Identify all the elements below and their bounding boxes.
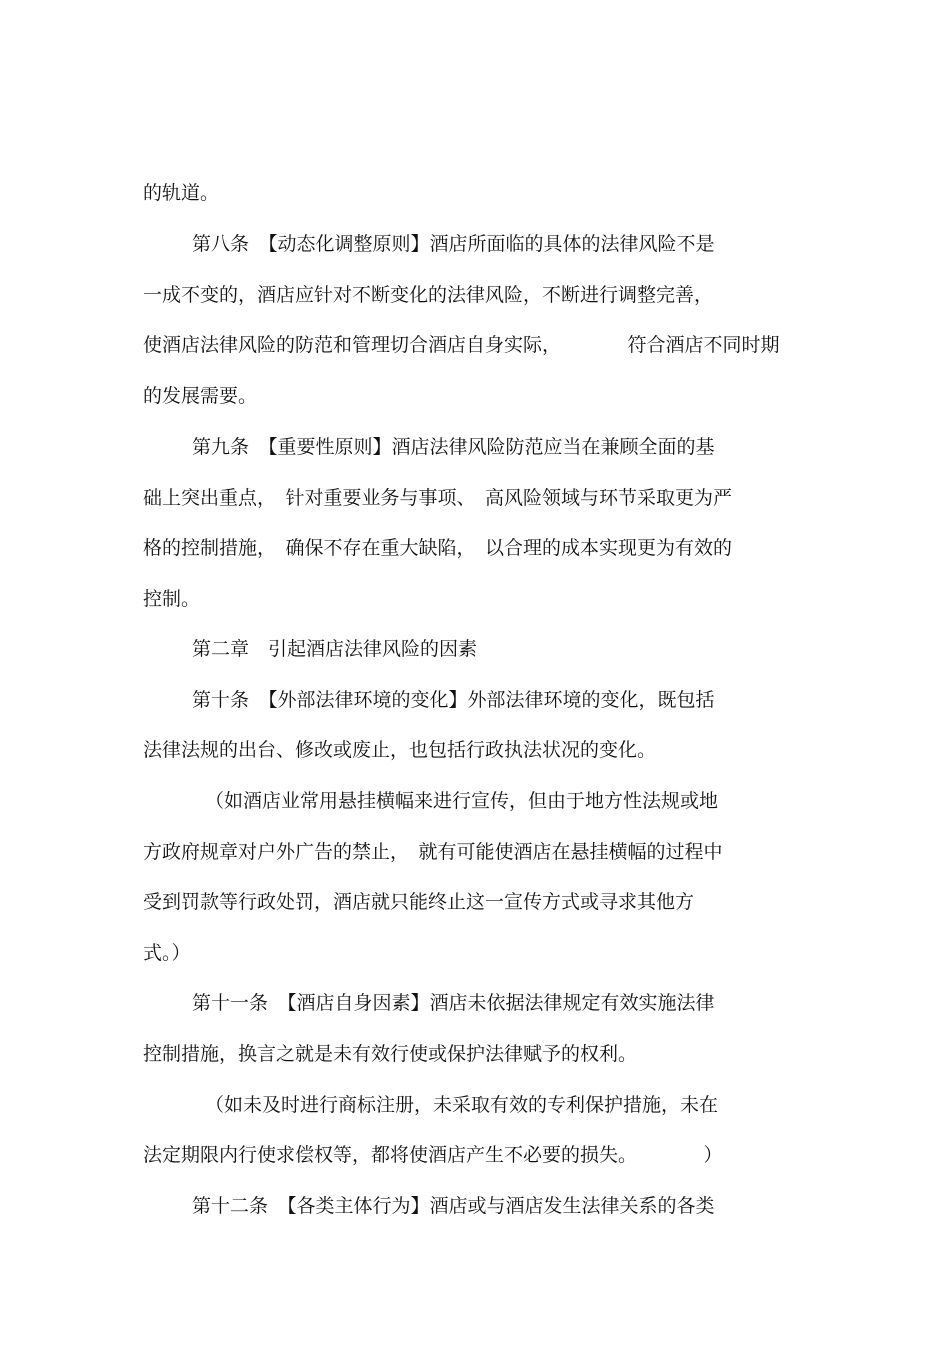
text-line: 一成不变的，酒店应针对不断变化的法律风险，不断进行调整完善， [143,284,714,306]
text-line: 的发展需要。 [143,385,258,407]
text-line: 础上突出重点， 针对重要业务与事项、 高风险领域与环节采取更为严 [143,487,733,509]
article-8-heading: 第八条 【动态化调整原则】酒店所面临的具体的法律风险不是 [192,233,715,255]
text-line: 的轨道。 [143,182,220,204]
text-line: 格的控制措施， 确保不存在重大缺陷， 以合理的成本实现更为有效的 [143,537,733,559]
text-line: 受到罚款等行政处罚，酒店就只能终止这一宣传方式或寻求其他方 [143,891,695,913]
text-line: 控制措施，换言之就是未有效行使或保护法律赋予的权利。 [143,1043,638,1065]
example-note: （如酒店业常用悬挂横幅来进行宣传，但由于地方性法规或地 [205,790,719,812]
text-line: 方政府规章对户外广告的禁止， 就有可能使酒店在悬挂横幅的过程中 [143,841,723,863]
article-9-heading: 第九条 【重要性原则】酒店法律风险防范应当在兼顾全面的基 [192,436,715,458]
text-line: 法律法规的出台、修改或废止，也包括行政执法状况的变化。 [143,739,657,761]
article-10-heading: 第十条 【外部法律环境的变化】外部法律环境的变化，既包括 [192,689,715,711]
article-12-heading: 第十二条 【各类主体行为】酒店或与酒店发生法律关系的各类 [192,1195,715,1217]
text-line: 法定期限内行使求偿权等，都将使酒店产生不必要的损失。 ） [143,1144,723,1166]
text-line: 控制。 [143,588,201,610]
text-line: 式。） [143,942,191,964]
chapter-2-title: 第二章 引起酒店法律风险的因素 [192,638,478,660]
article-11-heading: 第十一条 【酒店自身因素】酒店未依据法律规定有效实施法律 [192,992,715,1014]
example-note: （如未及时进行商标注册，未采取有效的专利保护措施，未在 [205,1094,719,1116]
text-line: 使酒店法律风险的防范和管理切合酒店自身实际， 符合酒店不同时期 [143,334,780,356]
